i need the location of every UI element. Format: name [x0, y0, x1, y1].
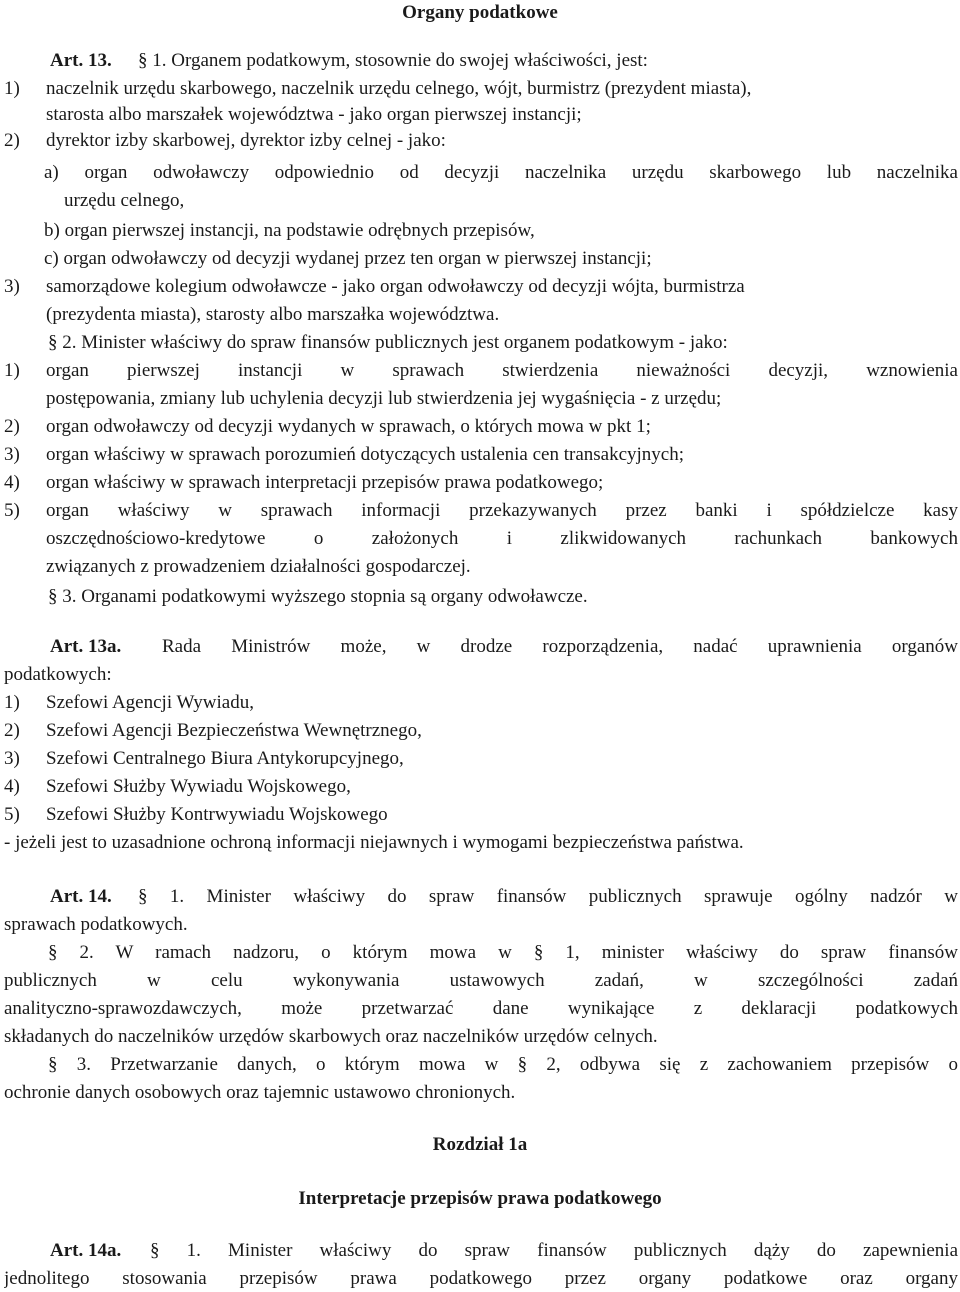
art-13-intro — [4, 48, 958, 74]
list-item-cont: (prezydenta miasta), starosty albo marszałka województwa. — [46, 304, 500, 325]
list-item-cont: starosta albo marszałek województwa - jako organ pierwszej instancji; — [46, 104, 582, 125]
paragraph-cont: publicznych w celu wykonywania ustawowych zadań, w szczególności zadań — [4, 970, 958, 991]
list-item: 4) organ właściwy w sprawach interpretacji przepisów prawa podatkowego; — [4, 472, 604, 493]
chapter-heading: Rozdział 1a — [432, 1134, 528, 1155]
page-title: Organy podatkowe — [402, 2, 558, 23]
sub-item: b) organ pierwszej instancji, na podstawie odrębnych przepisów, — [44, 220, 535, 241]
sub-item: a) organ odwoławczy odpowiednio od decyzji naczelnika urzędu skarbowego lub naczelnika — [44, 162, 958, 183]
art-14-label: Art. 14. — [50, 886, 112, 907]
list-item: 2) organ odwoławczy od decyzji wydanych w sprawach, o których mowa w pkt 1; — [4, 416, 651, 437]
list-item: 3) Szefowi Centralnego Biura Antykorupcyjnego, — [4, 748, 404, 769]
art-13-par2: § 2. Minister właściwy do spraw finansów publicznych jest organem podatkowym - jako: — [48, 332, 728, 353]
list-item: 1) Szefowi Agencji Wywiadu, — [4, 692, 254, 713]
paragraph-cont: składanych do naczelników urzędów skarbowych oraz naczelników urzędów celnych. — [4, 1026, 658, 1047]
list-item: 3) samorządowe kolegium odwoławcze - jako organ odwoławczy od decyzji wójta, burmistrza — [4, 276, 745, 297]
list-item: 1) organ pierwszej instancji w sprawach stwierdzenia nieważności decyzji, wznowienia — [4, 360, 958, 381]
sub-item-cont: urzędu celnego, — [64, 190, 185, 211]
art-14a-label: Art. 14a. — [50, 1240, 122, 1261]
list-item: 2) Szefowi Agencji Bezpieczeństwa Wewnętrznego, — [4, 720, 422, 741]
list-item: 1) naczelnik urzędu skarbowego, naczelnik urzędu celnego, wójt, burmistrz (prezydent miasta), — [4, 78, 752, 99]
art-13-par3: § 3. Organami podatkowymi wyższego stopnia są organy odwoławcze. — [48, 586, 588, 607]
art-14-intro: Art. 14. § 1. Minister właściwy do spraw finansów publicznych sprawuje ogólny nadzór w — [4, 884, 958, 910]
list-item: 2) dyrektor izby skarbowej, dyrektor izby celnej - jako: — [4, 130, 446, 151]
art-13-par1: § 1. Organem podatkowym, stosownie do swojej właściwości, jest: — [138, 50, 648, 71]
paragraph-closing: - jeżeli jest to uzasadnione ochroną informacji niejawnych i wymogami bezpieczeństwa państwa. — [4, 832, 744, 853]
art-13a-label: Art. 13a. — [50, 636, 122, 657]
paragraph-cont: sprawach podatkowych. — [4, 914, 188, 935]
paragraph-cont: analityczno-sprawozdawczych, może przetwarzać dane wynikające z deklaracji podatkowych — [4, 998, 958, 1019]
list-item: 5) organ właściwy w sprawach informacji przekazywanych przez banki i spółdzielcze kasy — [4, 500, 958, 521]
sub-item: c) organ odwoławczy od decyzji wydanej przez ten organ w pierwszej instancji; — [44, 248, 652, 269]
paragraph-cont: ochronie danych osobowych oraz tajemnic ustawowo chronionych. — [4, 1082, 516, 1103]
art-13a-intro: Art. 13a. Rada Ministrów może, w drodze rozporządzenia, nadać uprawnienia organów — [4, 634, 958, 660]
art-14-par2: § 2. W ramach nadzoru, o którym mowa w § 1, minister właściwy do spraw finansów — [48, 942, 958, 963]
list-item-cont: oszczędnościowo-kredytowe o założonych i zlikwidowanych rachunkach bankowych — [46, 528, 958, 549]
paragraph-cont: podatkowych: — [4, 664, 112, 685]
list-item-cont: postępowania, zmiany lub uchylenia decyzji lub stwierdzenia jej wygaśnięcia - z urzędu; — [46, 388, 722, 409]
art-14-par3: § 3. Przetwarzanie danych, o którym mowa w § 2, odbywa się z zachowaniem przepisów o — [48, 1054, 958, 1075]
list-item: 5) Szefowi Służby Kontrwywiadu Wojskowego — [4, 804, 388, 825]
art-14a-intro: Art. 14a. § 1. Minister właściwy do spraw finansów publicznych dąży do zapewnienia — [4, 1238, 958, 1264]
paragraph-cont: jednolitego stosowania przepisów prawa podatkowego przez organy podatkowe oraz organy — [4, 1268, 958, 1289]
list-item-cont: związanych z prowadzeniem działalności gospodarczej. — [46, 556, 471, 577]
list-item: 4) Szefowi Służby Wywiadu Wojskowego, — [4, 776, 351, 797]
chapter-title: Interpretacje przepisów prawa podatkowego — [298, 1188, 662, 1209]
art-13-label: Art. 13. — [50, 50, 112, 71]
list-item: 3) organ właściwy w sprawach porozumień dotyczących ustalenia cen transakcyjnych; — [4, 444, 685, 465]
